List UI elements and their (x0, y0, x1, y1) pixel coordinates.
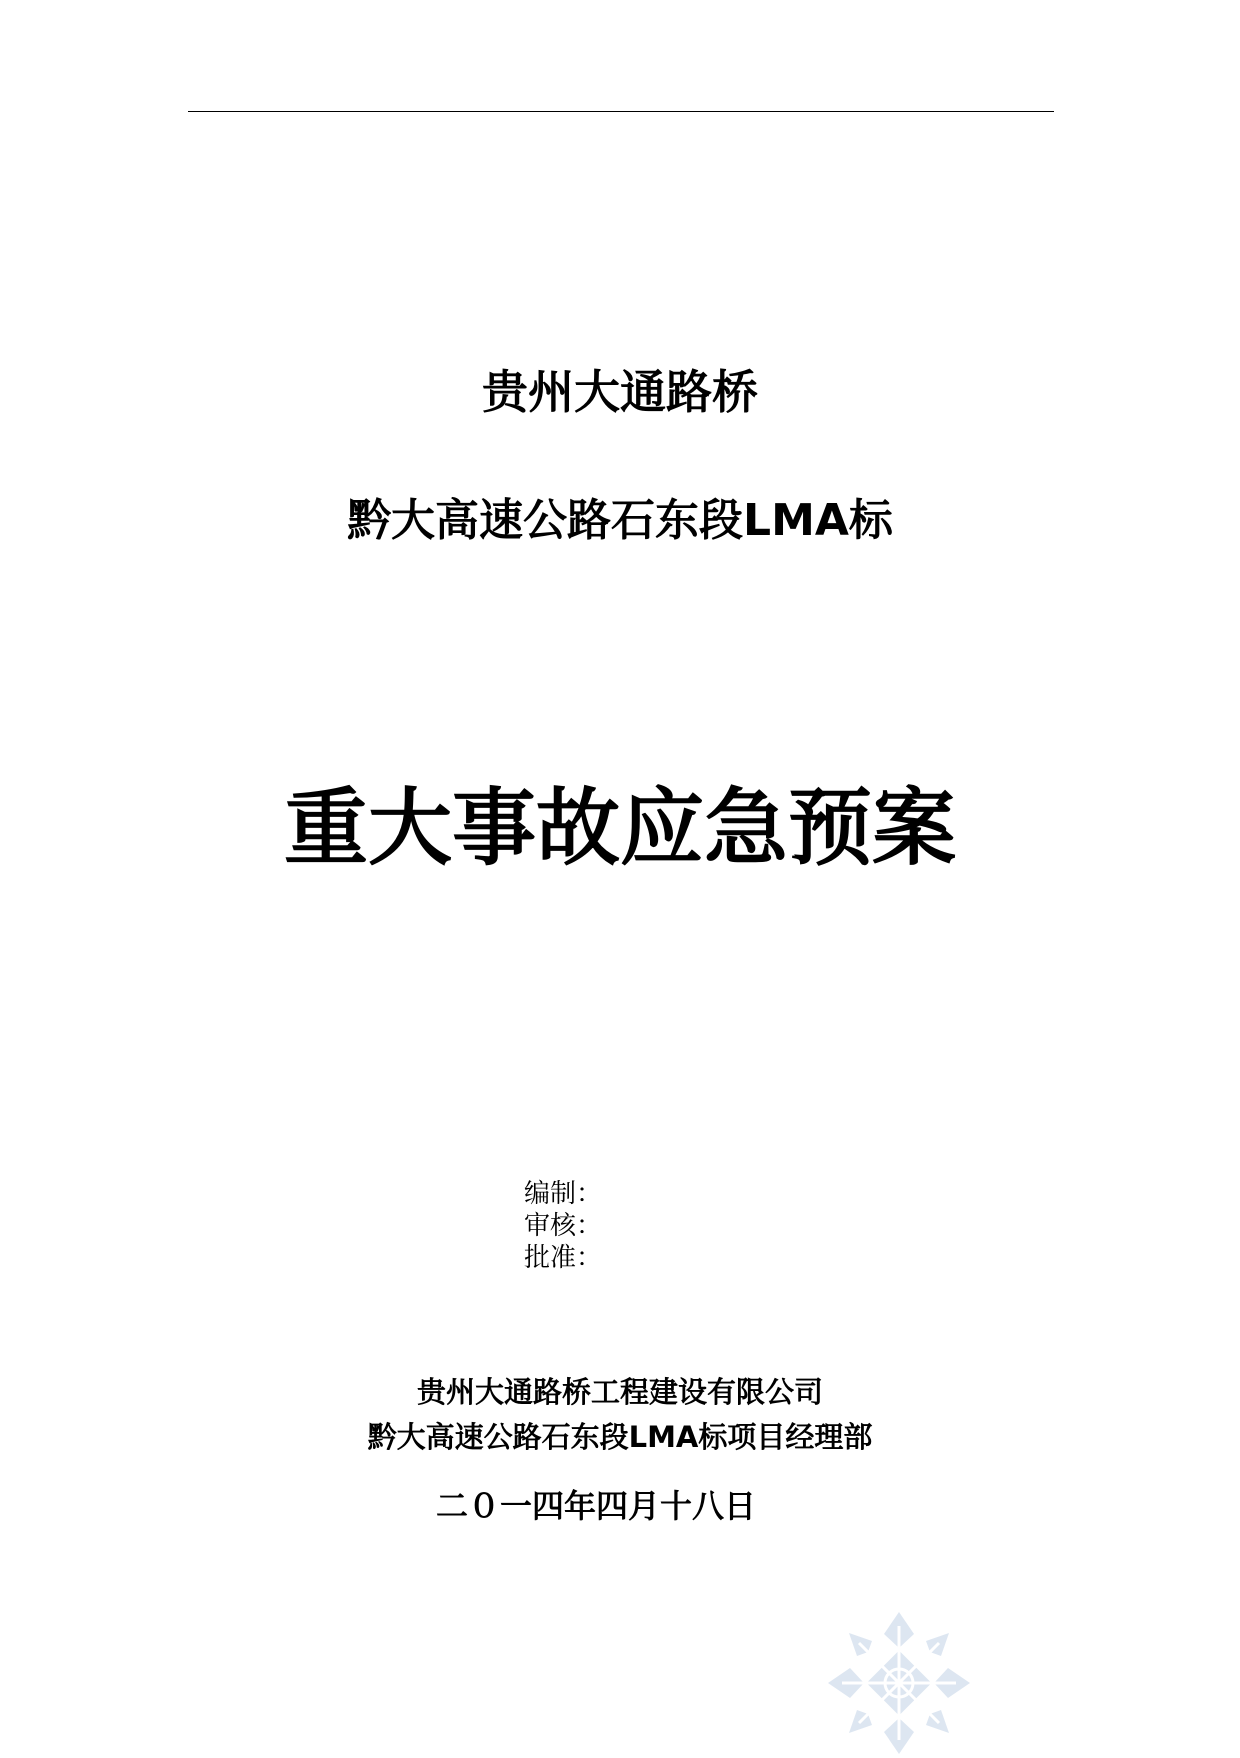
snowflake-logo-icon (828, 1612, 970, 1754)
signature-approved-label: 批准： (524, 1243, 603, 1273)
section-title: 黔大高速公路石东段LMA标 (347, 495, 893, 546)
signature-block (524, 1178, 602, 1274)
document-date: 二０一四年四月十八日 (436, 1487, 757, 1525)
company-title: 贵州大通路桥 (482, 365, 758, 419)
signature-prepared-label: 编制： (524, 1179, 603, 1209)
document-title: 重大事故应急预案 (283, 779, 956, 877)
project-department-name: 黔大高速公路石东段LMA标项目经理部 (367, 1420, 873, 1454)
signature-reviewed-label: 审核： (524, 1211, 603, 1241)
header-divider (188, 111, 1054, 112)
organization-name: 贵州大通路桥工程建设有限公司 (416, 1375, 823, 1409)
